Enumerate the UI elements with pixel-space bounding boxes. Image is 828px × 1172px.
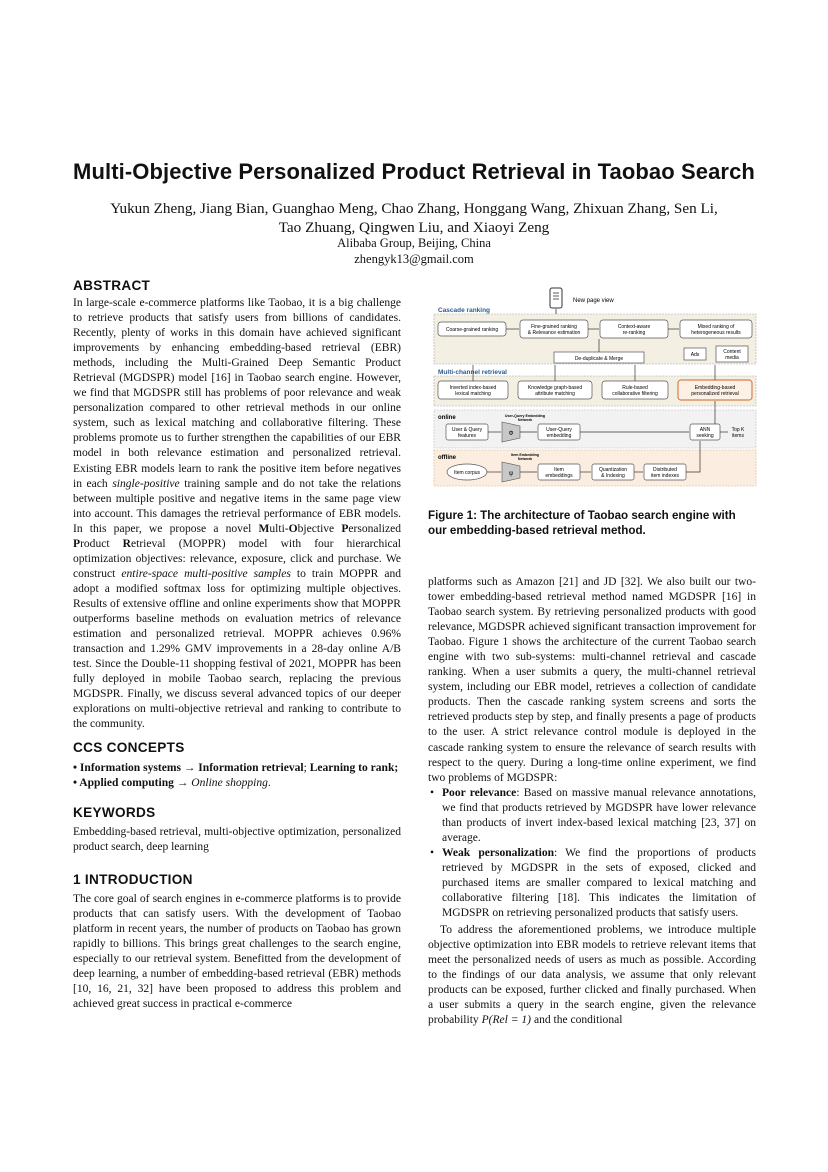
intro-heading: 1 INTRODUCTION [73,872,193,887]
item-network-label-1: Item Embedding [511,453,539,457]
ads-label: Ads [690,352,700,358]
topk-label-1: Top K [731,427,745,433]
offline-label: offline [438,455,456,461]
user-query-label-2: features [457,433,477,439]
item-network-label-2: Network [517,457,533,461]
intro-text-right: platforms such as Amazon [21] and JD [32]. We also built our two-tower embedding-based retrieval method named MGDSPR [16] in Taobao search system. By retrieving personalized products with good relevance, MGDSPR achieved significant transaction improvement for Taobao. Figure 1 shows the architecture of the current Taobao search engine with two sub-systems: multi-channel retrieval and cascade ranking. When a user submits a query, the multi-channel retrieval system, including our EBR model, retrieves a collection of candidate products. Then the cascade ranking system screens and sorts the retrieved products step by step, and finally presents a page of products to the user. A strict relevance control module is deployed in the cascade ranking system to ensure the relevance of search results with respect to the query. During a long-time online experiment, we find two problems of MGDSPR: • Poor relevance: Based on massive manual relevance annotations, we find that products retrieved by MGDSPR have lower relevance than products of invert index-based lexical matching [23, 37] on average. • Weak personalization: We find the proportions of products retrieved by MGDSPR in the sets of exposed, clicked and purchased items are smaller compared to lexical matching and collaborative filtering [18]. This indicates the limitation of MGDSPR on retrieving personalized products that satisfy users. To address the aforementioned problems, we introduce multiple objective optimization into EBR models to retrieve relevant items that meet the personalized needs of users as much as possible. According to the findings of our data analysis, we assume that only relevant products can be exposed, further clicked and finally purchased. When a user submits a query in the search engine, given the relevance probability P(Rel = 1) and the conditional [428,576,756,1027]
inverted-index-label-1: Inverted index-based [449,385,497,391]
abstract-heading: ABSTRACT [73,278,151,293]
embedding-retrieval-label-2: personalized retrieval [691,391,739,397]
rule-based-label-2: collaborative filtering [612,391,658,397]
item-corpus-label: Item corpus [453,470,481,476]
phone-icon [550,288,562,308]
authors-line-1: Yukun Zheng, Jiang Bian, Guanghao Meng, Chao Zhang, Honggang Wang, Zhixuan Zhang, Sen Li, [110,200,718,217]
architecture-figure [430,284,760,496]
keywords-text: Embedding-based retrieval, multi-objective optimization, personalized product search, deep learning [73,826,401,854]
paper-title: Multi-Objective Personalized Product Retrieval in Taobao Search [73,159,755,184]
bullet-poor-relevance: • Poor relevance: Based on massive manual relevance annotations, we find that products retrieved by MGDSPR have lower relevance than products of invert index-based lexical matching [23, 37] on average. [430,786,756,844]
knowledge-graph-label-2: attribute matching [535,391,575,397]
context-reranking-label-2: re-ranking [622,330,646,336]
distributed-index-label-2: item indexes [650,473,680,479]
authors-line-2: Tao Zhuang, Qingwen Liu, and Xiaoyi Zeng [278,219,550,236]
author-list [60,199,768,237]
abstract-text: In large-scale e-commerce platforms like Taobao, it is a big challenge to retrieve products that satisfy users from billions of candidates. Recently, plenty of works in this domain have achieved significant improvements by enhancing embedding-based retrieval (EBR) methods, including the Multi-Grained Deep Semantic Product Retrieval (MGDSPR) model [16] in Taobao search engine. However, we find that MGDSPR still has problems of poor relevance and weak personalization compared to other retrieval methods in our online system, such as lexical matching and collaborative filtering. These problems promote us to further strengthen the capabilities of our EBR model in both relevance estimation and personalized retrieval. Existing EBR models learn to rank the positive item before negatives in each single-positive training sample and do not take the relations between multiple positive and negative items in the same page view into account. This damages the retrieval performance of EBR models. In this paper, we propose a novel Multi-Objective Personalized Product Retrieval (MOPPR) model with four hierarchical optimization objectives: relevance, exposure, click and purchase. We construct entire-space multi-positive samples to train MOPPR and adopt a modified softmax loss for optimizing multiple objectives. Results of extensive offline and online experiments show that MOPPR outperforms baseline methods on evaluation metrics of relevance estimation and personalized retrieval. MOPPR achieves 0.96% transaction and 1.29% GMV improvements in a 28-day online A/B test. Since the Double-11 shopping festival of 2021, MOPPR has been fully deployed in mobile Taobao search, replacing the previous MGDSPR. Finally, we discuss several advanced topics of our deeper explorations on multi-objective retrieval and ranking to contribute to the community. [73,297,402,731]
uq-embedding-label-1: User-Query [546,427,572,433]
psi-symbol: ψ [508,471,514,477]
multichannel-title: Multi-channel retrieval [438,369,507,376]
topk-label-2: items [732,433,744,439]
uq-embedding-label-2: embedding [546,433,572,439]
ccs-heading: CCS CONCEPTS [73,740,185,755]
uq-network-label-2: Network [517,418,533,422]
new-page-view-label: New page view [573,298,614,304]
knowledge-graph-label-1: Knowledge graph-based [527,385,583,391]
bullet-weak-personalization: • Weak personalization: We find the proportions of products retrieved by MGDSPR in the sets of exposed, clicked and purchased items are smaller compared to lexical matching and collaborative filtering [18]. This indicates the limitation of MGDSPR on retrieving personalized products that satisfy users. [430,846,756,920]
ann-label-1: ANN [699,427,711,433]
keywords-heading: KEYWORDS [73,805,156,820]
figure-caption: Figure 1: The architecture of Taobao search engine with our embedding-based retrieval method. [428,509,736,537]
rule-based-label-1: Rule-based [622,385,648,391]
uq-network-label-1: User-Query Embedding [504,414,546,418]
affiliation: Alibaba Group, Beijing, China [337,236,491,250]
quantization-label-1: Quantization [598,467,628,473]
inverted-index-label-2: lexical matching [455,391,491,397]
cascade-ranking-title: Cascade ranking [438,307,491,314]
user-query-label-1: User & Query [451,427,483,433]
item-embeddings-label-1: Item [554,467,564,473]
phi-symbol: Φ [508,431,514,437]
content-media-label-2: media [725,355,739,361]
ccs-text: • Information systems → Information retrieval; Learning to rank; • Applied computing → Online shopping. [73,762,399,790]
item-embeddings-label-2: embeddings [545,473,573,479]
context-reranking-label-1: Context-aware [617,324,651,330]
mixed-ranking-label-1: Mixed ranking of [697,324,735,330]
fine-ranking-label-1: Fine-grained ranking [531,324,577,330]
dedup-merge-label: De-duplicate & Merge [574,356,624,362]
intro-text-left: The core goal of search engines in e-commerce platforms is to provide products that can satisfy users. With the development of Taobao platform in recent years, the number of products on Taobao has grown rapidly to billions. This brings great challenges to the search engine, especially to our retrieval system. Benefitted from the development of deep learning, a number of embedding-based retrieval (EBR) methods [10, 16, 21, 32] have been proposed to address this problem and achieved great success in practical e-commerce [73,893,401,1011]
fine-ranking-label-2: & Relevance estimation [527,330,581,336]
coarse-ranking-label: Coarse-grained ranking [445,327,499,333]
distributed-index-label-1: Distributed [653,467,677,473]
ann-label-2: seeking [696,433,714,439]
embedding-retrieval-label-1: Embedding-based [694,385,736,391]
mixed-ranking-label-2: heterogeneous results [691,330,741,336]
content-media-label-1: Content [723,349,741,355]
email: zhengyk13@gmail.com [354,252,474,266]
online-label: online [438,415,456,421]
quantization-label-2: & Indexing [601,473,625,479]
